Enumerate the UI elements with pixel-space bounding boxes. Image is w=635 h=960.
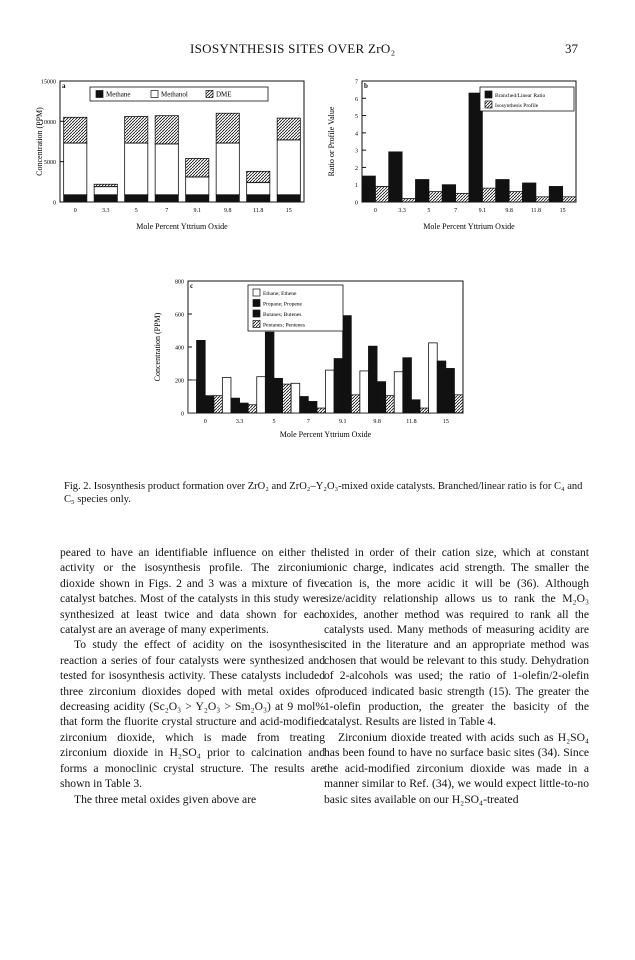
y-tick-label: 7: [355, 79, 358, 86]
page-number: 37: [565, 41, 578, 56]
bar: [375, 186, 388, 202]
bar-segment: [247, 171, 270, 182]
legend-swatch: [253, 321, 260, 328]
legend-entry: Isosynthesis Profile: [495, 103, 539, 109]
legend-swatch: [206, 91, 213, 98]
x-tick-label: 9.1: [478, 208, 487, 214]
legend-swatch: [151, 91, 158, 98]
bar: [188, 380, 197, 413]
bar: [482, 188, 495, 202]
legend-swatch: [485, 101, 492, 108]
chart-panel-a: [30, 75, 310, 240]
y-tick-label: 3: [355, 148, 358, 155]
bar: [317, 408, 326, 413]
bar-segment: [186, 195, 209, 202]
y-axis-label: Ratio or Profile Value: [327, 106, 336, 177]
bar: [205, 396, 214, 413]
bar-segment: [155, 195, 178, 202]
x-axis-label: Mole Percent Yttrium Oxide: [279, 430, 372, 439]
x-axis-label: Mole Percent Yttrium Oxide: [136, 222, 228, 231]
figure-caption: Fig. 2. Isosynthesis product formation over ZrO₂ and ZrO₂–Y₂O₃-mixed oxide catalysts. Branched/linear ratio is for C₄ and C₅ species only.: [64, 481, 583, 505]
bar-segment: [247, 183, 270, 195]
bar: [523, 183, 536, 202]
legend-swatch: [253, 300, 260, 307]
panel-label: c: [190, 282, 194, 290]
bar: [420, 408, 429, 413]
bar: [274, 378, 283, 413]
y-tick-label: 800: [175, 279, 184, 286]
chart-panel-b: [322, 75, 592, 240]
x-tick-label: 11.8: [253, 208, 264, 214]
y-tick-label: 400: [175, 345, 184, 352]
x-tick-label: 0: [73, 208, 77, 214]
body-column-left: [60, 545, 325, 807]
x-tick-label: 3.3: [235, 419, 244, 425]
paragraph: To study the effect of acidity on the isosynthesis reaction a series of four catalysts were synthesized and tested for isosynthesis activity. These catalysts included three zirconium dioxides doped with metal oxides of decreasing acidity (Sc₂O₃ > Y₂O₃ > Sm₂O₃) at 9 mol% that form the fluorite crystal structure and acid-modified zirconium dioxide, which is made from treating zirconium dioxide in H₂SO₄ prior to calcination and forms a monoclinic crystal structure. The results are shown in Table 3.: [60, 638, 325, 791]
bar: [454, 395, 463, 413]
bar: [222, 378, 231, 413]
x-tick-label: 15: [442, 419, 449, 425]
x-tick-label: 7: [454, 208, 458, 214]
paragraph: Zirconium dioxide treated with acids such as H₂SO₄ has been found to have no surface basic sites (34). Since the acid-modified zirconium dioxide was made in a manner similar to Ref. (34), we would expect little-to-no basic sites available on our H₂SO₄-treated: [324, 730, 589, 806]
bar: [437, 361, 446, 413]
bar: [456, 193, 469, 202]
bar: [360, 371, 369, 413]
bar: [308, 401, 317, 413]
bar-segment: [94, 187, 117, 195]
y-tick-label: 5000: [44, 160, 56, 167]
x-tick-label: 11.8: [406, 419, 417, 425]
bar: [197, 340, 206, 413]
legend-entry: Methane: [106, 90, 131, 99]
legend-swatch: [253, 310, 260, 317]
bar: [362, 176, 375, 202]
chart-panel-c: [148, 273, 478, 448]
y-tick-label: 4: [355, 131, 358, 138]
bar: [214, 396, 223, 413]
y-tick-label: 0: [181, 411, 184, 418]
bar: [368, 346, 377, 413]
x-tick-label: 9.1: [193, 208, 201, 214]
panel-label: a: [62, 82, 66, 90]
y-tick-label: 10000: [41, 119, 56, 126]
bar: [403, 358, 412, 413]
bar-segment: [216, 195, 239, 202]
legend-entry: DME: [216, 90, 232, 99]
bar-segment: [216, 143, 239, 195]
bar: [563, 197, 576, 202]
paragraph: peared to have an identifiable influence on either the activity or the isosynthesis profile. The zirconium dioxide shown in Figs. 2 and 3 was a mixture of five catalyst batches. Most of the catalysts in this study were synthesized at least twice and data shown for each catalyst are an average of many experiments.: [60, 546, 325, 637]
legend-entry: Branched/Linear Ratio: [495, 93, 546, 99]
bar: [343, 316, 352, 413]
x-tick-label: 9.8: [373, 419, 381, 425]
bar: [536, 197, 549, 202]
bar: [300, 397, 309, 414]
y-axis-label: Concentration (PPM): [35, 107, 44, 176]
x-tick-label: 7: [165, 208, 169, 214]
bar: [326, 370, 335, 413]
bar-segment: [186, 158, 209, 177]
bar-segment: [247, 195, 270, 202]
x-tick-label: 15: [285, 208, 292, 214]
bar: [389, 152, 402, 202]
bar-segment: [155, 144, 178, 195]
y-tick-label: 6: [355, 96, 358, 103]
bar: [248, 405, 257, 413]
x-tick-label: 5: [272, 419, 276, 425]
paragraph: listed in order of their cation size, which at constant ionic charge, indicates acid strength. The smaller the cation is, the more acidic it will be (36). Although size/acidity relationship allows us to rank the M₂O₃ oxides, another method was required to rank all the catalysts used. Many methods of measuring acidity are cited in the literature and an appropriate method was chosen that would be relevant to this study. Dehydration of 2-alcohols was used; the ratio of 1-olefin/2-olefin produced indicated basic strength (15). The greater the 1-olefin production, the greater the basicity of the catalyst. Results are listed in Table 4.: [324, 546, 589, 729]
bar: [429, 192, 442, 202]
bar: [549, 186, 562, 202]
bar-segment: [216, 113, 239, 143]
x-tick-label: 9.8: [224, 208, 232, 214]
bar: [231, 398, 240, 413]
bar-segment: [94, 184, 117, 186]
bar: [496, 180, 509, 202]
body-column-right: [324, 545, 589, 807]
bar-segment: [277, 118, 300, 140]
legend-entry: Ethane; Ethene: [263, 291, 297, 297]
y-tick-label: 0: [355, 200, 358, 207]
legend-swatch: [96, 91, 103, 98]
legend-entry: Pentanes; Pentenes: [263, 322, 306, 329]
bar: [429, 343, 438, 413]
bar: [386, 396, 395, 413]
running-title: ISOSYNTHESIS SITES OVER ZrO₂: [190, 41, 396, 56]
y-tick-label: 2: [355, 165, 358, 172]
x-tick-label: 5: [134, 208, 138, 214]
legend-entry: Butanes; Butenes: [263, 312, 302, 318]
bar-segment: [125, 143, 148, 195]
x-tick-label: 11.8: [530, 208, 542, 214]
bar: [240, 403, 249, 413]
legend-entry: Methanol: [161, 90, 188, 99]
y-tick-label: 15000: [41, 79, 56, 86]
y-tick-label: 1: [355, 183, 358, 190]
bar-segment: [186, 177, 209, 195]
bar: [257, 377, 266, 413]
legend-entry: Propane; Propene: [263, 301, 302, 308]
bar-segment: [64, 195, 87, 202]
x-tick-label: 9.1: [338, 419, 347, 425]
y-tick-label: 600: [175, 312, 184, 319]
bar: [334, 359, 343, 413]
bar: [402, 199, 415, 202]
bar: [265, 332, 274, 413]
panel-label: b: [364, 82, 368, 90]
bar: [291, 383, 300, 413]
x-tick-label: 15: [559, 208, 566, 214]
x-tick-label: 0: [373, 208, 377, 214]
x-tick-label: 3.3: [398, 208, 406, 214]
bar-segment: [125, 195, 148, 202]
bar-segment: [277, 140, 300, 195]
bar-segment: [64, 117, 87, 143]
x-tick-label: 7: [306, 419, 310, 425]
bar: [509, 192, 522, 202]
y-axis-label: Concentration (PPM): [153, 312, 162, 382]
bar: [351, 395, 360, 413]
bar-segment: [155, 116, 178, 144]
bar-segment: [125, 116, 148, 143]
x-tick-label: 0: [203, 419, 207, 425]
x-axis-label: Mole Percent Yttrium Oxide: [423, 222, 515, 231]
bar-segment: [277, 195, 300, 202]
x-tick-label: 5: [427, 208, 431, 214]
paragraph: The three metal oxides given above are: [74, 792, 257, 806]
bar: [283, 384, 292, 413]
x-tick-label: 3.3: [102, 208, 110, 214]
bar: [442, 185, 455, 202]
y-tick-label: 5: [355, 114, 358, 121]
bar-segment: [94, 195, 117, 202]
y-tick-label: 200: [175, 378, 184, 385]
bar: [377, 382, 386, 413]
bar: [416, 180, 429, 202]
bar: [411, 400, 420, 413]
bar: [446, 368, 455, 413]
bar-segment: [64, 143, 87, 195]
running-header: [0, 41, 635, 61]
x-tick-label: 9.8: [505, 208, 513, 214]
legend-swatch: [253, 289, 260, 296]
bar: [394, 372, 403, 413]
y-tick-label: 0: [53, 200, 56, 207]
legend-swatch: [485, 91, 492, 98]
